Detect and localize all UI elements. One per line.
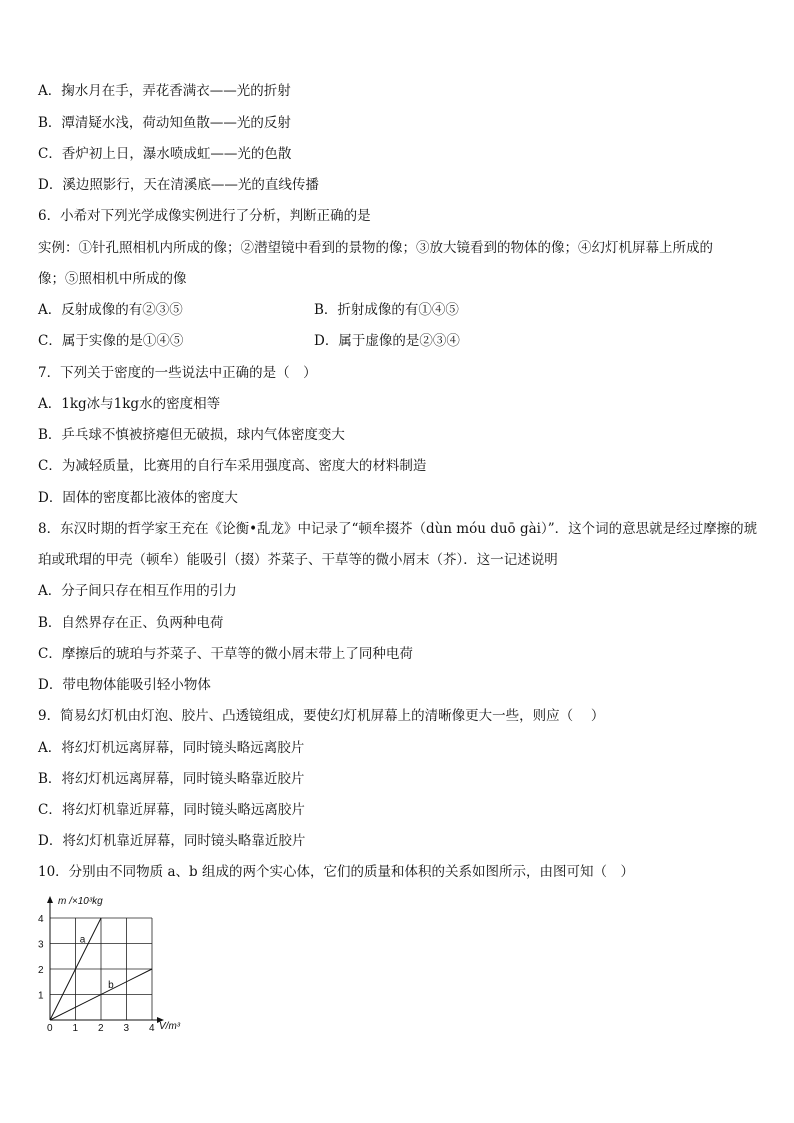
q5-option-c: C．香炉初上日，瀑水喷成虹——光的色散 [38, 146, 292, 162]
q8-option-c: C．摩擦后的琥珀与芥菜子、干草等的微小屑末带上了同种电荷 [38, 646, 413, 662]
y-tick-label: 1 [38, 990, 44, 1002]
q8-stem-line2: 珀或玳瑁的甲壳（顿牟）能吸引（掇）芥菜子、干草等的微小屑末（芥）．这一记述说明 [38, 552, 558, 568]
q6-examples-line2: 像；⑤照相机中所成的像 [38, 271, 187, 287]
y-axis-label: m /×10³kg [58, 896, 103, 907]
y-tick-label: 3 [38, 939, 44, 951]
x-tick-label: 2 [98, 1023, 104, 1034]
chart-tick-labels [38, 914, 155, 1034]
q6-examples-line1: 实例：①针孔照相机内所成的像；②潜望镜中看到的景物的像；③放大镜看到的物体的像；④幻灯机屏幕上所成的 [38, 240, 713, 256]
q9-option-d: D．将幻灯机靠近屏幕，同时镜头略靠近胶片 [38, 833, 306, 849]
x-tick-label: 1 [72, 1023, 79, 1034]
q7-option-d: D．固体的密度都比液体的密度大 [38, 490, 238, 506]
q6-option-d: D．属于虚像的是②③④ [314, 333, 460, 349]
q5-option-d: D．溪边照影行，天在清溪底——光的直线传播 [38, 177, 319, 193]
q7-stem: 7．下列关于密度的一些说法中正确的是（ ） [38, 365, 317, 381]
q10-stem: 10．分别由不同物质 a、b 组成的两个实心体，它们的质量和体积的关系如图所示，由图可知（ ） [38, 864, 634, 880]
q5-option-b: B．潭清疑水浅，荷动知鱼散——光的反射 [38, 115, 291, 131]
x-tick-label: 3 [123, 1023, 130, 1034]
series-label-a: a [79, 934, 86, 946]
q8-stem-line1: 8．东汉时期的哲学家王充在《论衡•乱龙》中记录了“顿牟掇芥（dùn móu duō gài）”．这个词的意思就是经过摩擦的琥 [38, 521, 758, 537]
q6-option-b: B．折射成像的有①④⑤ [314, 302, 459, 318]
q9-stem: 9．简易幻灯机由灯泡、胶片、凸透镜组成，要使幻灯机屏幕上的清晰像更大一些，则应（ ） [38, 708, 605, 724]
y-tick-label: 2 [38, 965, 44, 976]
q7-option-a: A．1kg冰与1kg水的密度相等 [38, 396, 221, 412]
q6-stem: 6．小希对下列光学成像实例进行了分析，判断正确的是 [38, 208, 371, 224]
q9-option-c: C．将幻灯机靠近屏幕，同时镜头略远离胶片 [38, 802, 305, 818]
q7-option-b: B．乒乓球不慎被挤瘪但无破损，球内气体密度变大 [38, 427, 345, 443]
q5-option-a: A．掬水月在手，弄花香满衣——光的折射 [38, 83, 291, 99]
y-tick-label: 4 [38, 914, 44, 925]
q9-option-b: B．将幻灯机远离屏幕，同时镜头略靠近胶片 [38, 771, 305, 787]
y-axis-arrow [47, 896, 53, 903]
x-tick-label: 4 [149, 1023, 155, 1034]
x-axis-label: V/m³ [159, 1021, 181, 1032]
x-tick-label: 0 [47, 1023, 53, 1034]
q7-option-c: C．为减轻质量，比赛用的自行车采用强度高、密度大的材料制造 [38, 458, 427, 474]
series-label-b: b [108, 979, 114, 991]
chart-axes [47, 896, 164, 1023]
q8-option-a: A．分子间只存在相互作用的引力 [38, 583, 237, 599]
q6-option-c: C．属于实像的是①④⑤ [38, 333, 184, 349]
mass-volume-chart [34, 890, 204, 1035]
q9-option-a: A．将幻灯机远离屏幕，同时镜头略远离胶片 [38, 740, 305, 756]
q6-option-a: A．反射成像的有②③⑤ [38, 302, 183, 318]
q8-option-d: D．带电物体能吸引轻小物体 [38, 677, 211, 693]
chart-grid [50, 918, 152, 1020]
q8-option-b: B．自然界存在正、负两种电荷 [38, 615, 224, 631]
